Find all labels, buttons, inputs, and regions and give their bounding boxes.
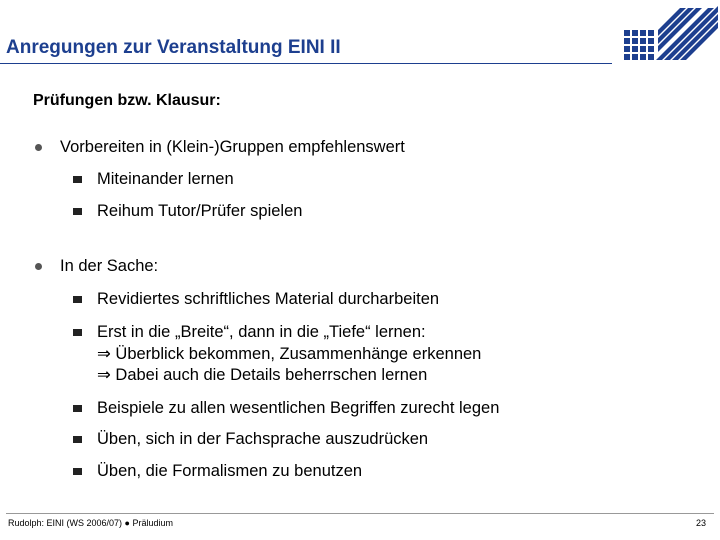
page-number: 23	[695, 518, 706, 528]
list-item-continuation: ⇒ Dabei auch die Details beherrschen lernen	[97, 366, 428, 384]
university-logo	[618, 0, 720, 64]
bullet-square	[73, 176, 82, 183]
section-heading: Prüfungen bzw. Klausur:	[33, 92, 221, 109]
list-item: Beispiele zu allen wesentlichen Begriffen zurecht legen	[97, 399, 500, 417]
list-item: Erst in die „Breite“, dann in die „Tiefe“ lernen:	[97, 323, 426, 341]
slide-title: Anregungen zur Veranstaltung EINI II	[6, 37, 341, 58]
list-item: Revidiertes schriftliches Material durcharbeiten	[97, 290, 440, 308]
list-item: In der Sache:	[60, 257, 159, 275]
list-item: Vorbereiten in (Klein-)Gruppen empfehlenswert	[60, 138, 405, 156]
bullet-square	[73, 208, 82, 215]
bullet-square	[73, 468, 82, 475]
bullet-square	[73, 436, 82, 443]
bullet-square	[73, 405, 82, 412]
footer-divider	[6, 513, 714, 514]
list-item: Reihum Tutor/Prüfer spielen	[97, 202, 303, 220]
footer-course-label: Rudolph: EINI (WS 2006/07) ● Präludium	[8, 518, 174, 528]
list-item: Üben, die Formalismen zu benutzen	[97, 462, 363, 480]
bullet-dot	[35, 144, 42, 151]
list-item: Üben, sich in der Fachsprache auszudrücken	[97, 430, 429, 448]
list-item: Miteinander lernen	[97, 170, 234, 188]
bullet-square	[73, 329, 82, 336]
list-item-continuation: ⇒ Überblick bekommen, Zusammenhänge erkennen	[97, 345, 482, 363]
bullet-dot	[35, 263, 42, 270]
bullet-square	[73, 296, 82, 303]
title-divider	[0, 63, 612, 64]
